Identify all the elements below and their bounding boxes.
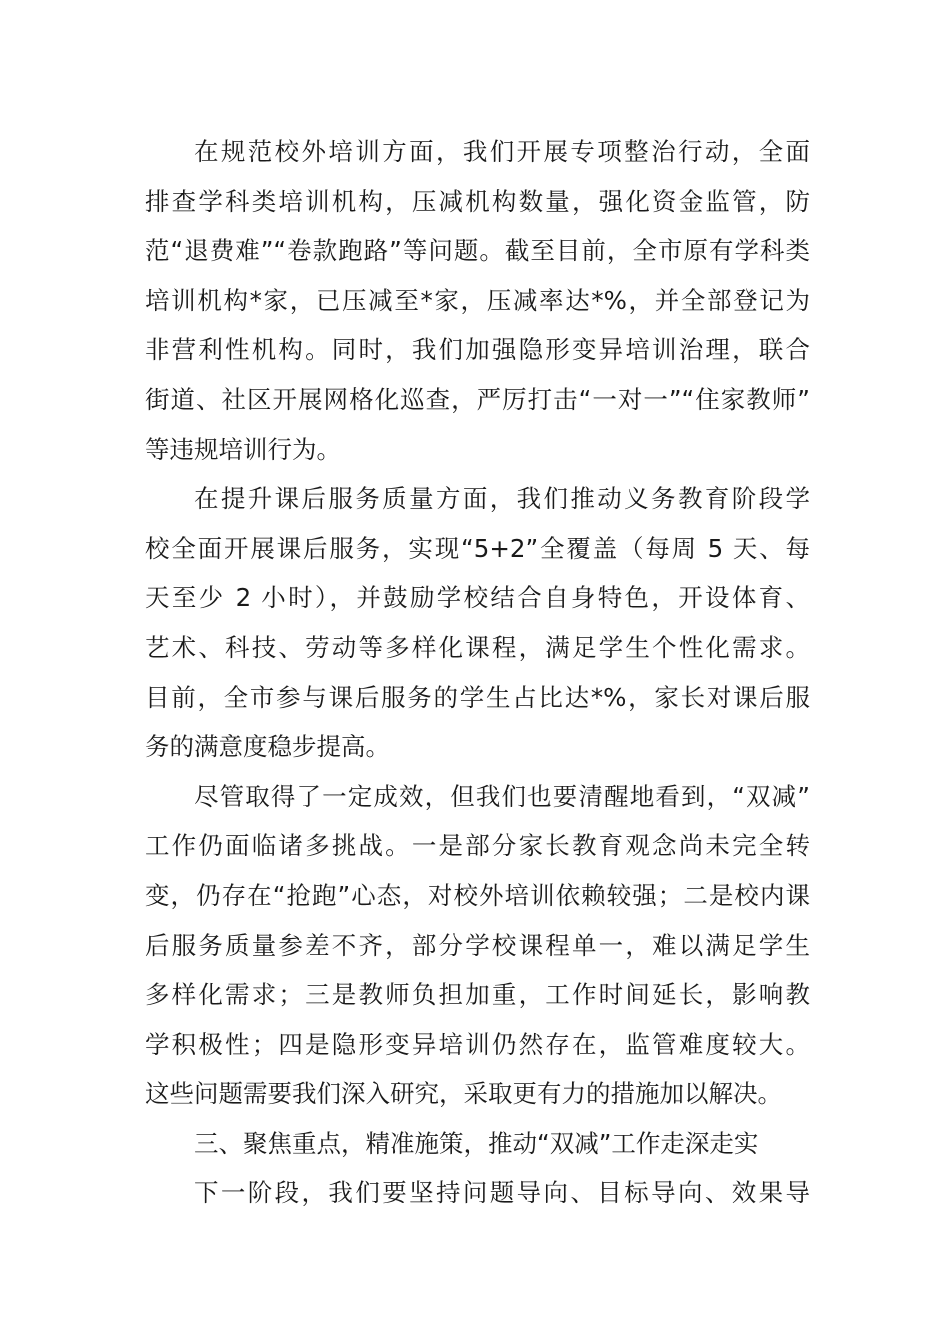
text-line: 天至少 2 小时），并鼓励学校结合自身特色，开设体育、	[145, 583, 810, 613]
text-line: 目前，全市参与课后服务的学生占比达*%，家长对课后服	[145, 682, 810, 712]
text-line: 工作仍面临诸多挑战。一是部分家长教育观念尚未完全转	[145, 831, 810, 861]
text-line: 这些问题需要我们深入研究，采取更有力的措施加以解决。	[145, 1079, 782, 1109]
text-line: 排查学科类培训机构，压减机构数量，强化资金监管，防	[145, 186, 810, 216]
text-line: 后服务质量参差不齐，部分学校课程单一，难以满足学生	[145, 930, 810, 960]
body-text	[145, 127, 810, 1218]
text-line: 等违规培训行为。	[145, 434, 341, 464]
text-line: 培训机构*家，已压减至*家，压减率达*%，并全部登记为	[145, 285, 810, 315]
text-line: 学积极性；四是隐形变异培训仍然存在，监管难度较大。	[145, 1029, 810, 1059]
text-line: 在提升课后服务质量方面，我们推动义务教育阶段学	[194, 484, 810, 514]
text-line: 艺术、科技、劳动等多样化课程，满足学生个性化需求。	[145, 632, 810, 662]
paragraph	[145, 127, 810, 474]
paragraph	[145, 772, 810, 1119]
text-line: 范“退费难”“卷款跑路”等问题。截至目前，全市原有学科类	[145, 236, 810, 266]
text-line: 街道、社区开展网格化巡查，严厉打击“一对一”“住家教师”	[145, 384, 810, 414]
section-heading	[145, 1119, 810, 1169]
paragraph	[145, 1168, 810, 1218]
text-line: 务的满意度稳步提高。	[145, 732, 390, 762]
paragraph	[145, 474, 810, 772]
text-line: 下一阶段，我们要坚持问题导向、目标导向、效果导	[194, 1178, 810, 1208]
text-line: 校全面开展课后服务，实现“5+2”全覆盖（每周 5 天、每	[145, 533, 810, 563]
text-line: 变，仍存在“抢跑”心态，对校外培训依赖较强；二是校内课	[145, 880, 810, 910]
text-line: 多样化需求；三是教师负担加重，工作时间延长，影响教	[145, 980, 810, 1010]
text-line: 尽管取得了一定成效，但我们也要清醒地看到，“双减”	[194, 781, 810, 811]
text-line: 非营利性机构。同时，我们加强隐形变异培训治理，联合	[145, 335, 810, 365]
text-line: 在规范校外培训方面，我们开展专项整治行动，全面	[194, 137, 810, 166]
heading-text: 三、聚焦重点，精准施策，推动“双减”工作走深走实	[194, 1128, 759, 1158]
